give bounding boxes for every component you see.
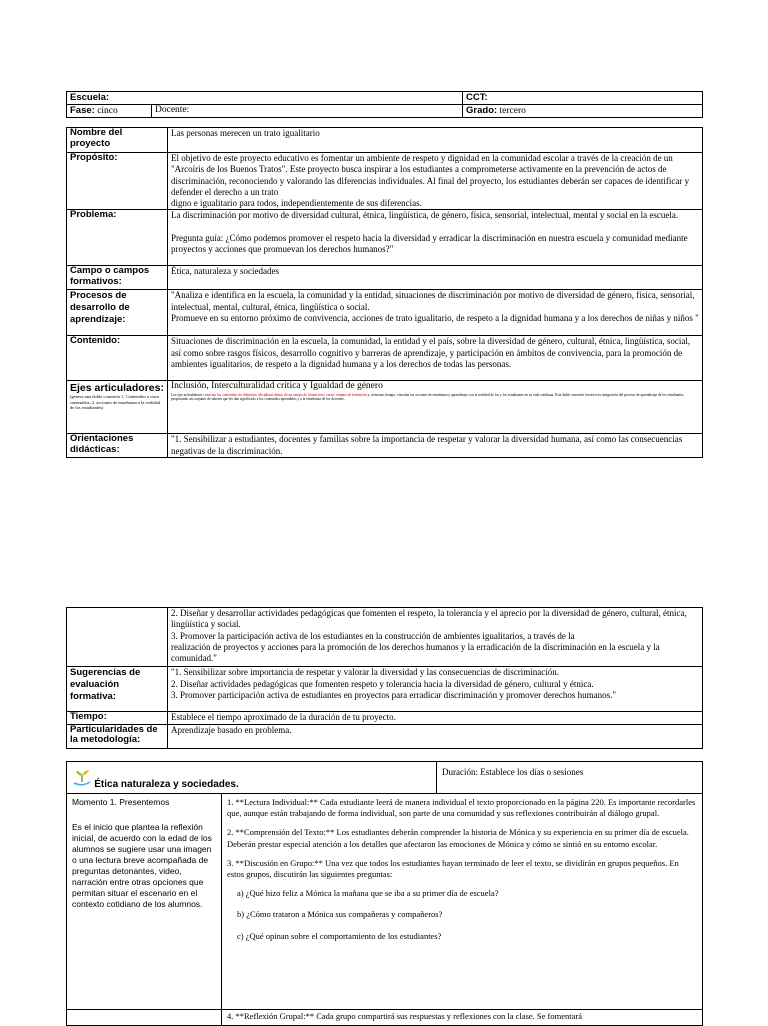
- ejes-note-b: y, al mismo tiempo, vinculan las acciones de enseñanza y aprendizaje con la realidad de los y los estudiantes en su vida cotidiana. Esta doble conexión favorece la integración del proceso de aprendizaje de los estudiantes, propiciando un conjunto de saberes que les dan significado a los contenidos aprendidos y a la enseñanza de los docentes.: [171, 392, 685, 402]
- project-table: [66, 127, 703, 458]
- fase-cell: [67, 105, 152, 118]
- cct-cell: [463, 92, 703, 105]
- sugerencias-label: Sugerencias de evaluación formativa:: [67, 667, 168, 712]
- campo-label: Campo o campos formativos:: [67, 266, 168, 290]
- sug-3: 3. Promover participación activa de estudiantes en proyectos para erradicar discriminación y promover derechos humanos.": [171, 690, 617, 700]
- tiempo-value: Establece el tiempo aproximado de la duración de tu proyecto.: [168, 712, 703, 725]
- activity-4-cell: [222, 1010, 703, 1026]
- procesos-label: Procesos de desarrollo de aprendizaje:: [67, 290, 168, 336]
- docente-label: Docente:: [155, 105, 190, 115]
- sprout-logo-icon: [72, 767, 92, 791]
- procesos-cell: [168, 290, 703, 336]
- momento-activities-cell: [222, 794, 703, 1010]
- fase-label: Fase:: [70, 105, 95, 116]
- sug-1: "1. Sensibilizar sobre importancia de respetar y valorar la diversidad y las consecuencias de discriminación.: [171, 667, 560, 677]
- orientaciones-cont-cell: [168, 608, 703, 667]
- orientaciones-value: "1. Sensibilizar a estudiantes, docentes y familias sobre la importancia de respetar y valorar la diversidad humana, así como las consecuencias negativas de la discriminación.: [168, 434, 703, 458]
- orient-2: 2. Diseñar y desarrollar actividades pedagógicas que fomenten el respeto, la tolerancia y el aprecio por la diversidad de género, cultural, étnica, lingüística y social.: [171, 608, 687, 630]
- proposito-value-2: digno e igualitario para todos, independientemente de sus diferencias.: [171, 198, 422, 209]
- particularidades-label: Particularidades de la metodología:: [67, 724, 168, 748]
- escuela-cell: [67, 92, 463, 105]
- proposito-cell: [168, 153, 703, 210]
- momento-desc: Es el inicio que plantea la reflexión inicial, de acuerdo con la edad de los alumnos se sugiere usar una imagen o una lectura breve acompañada de preguntas detonantes, video, narración entre otras opciones que permitan situar el escenario en el contexto cotidiano de los alumnos.: [72, 822, 212, 909]
- school-header-table: [66, 91, 703, 118]
- ejes-label-cell: [67, 381, 168, 434]
- momento-title: Momento 1. Presentemos: [72, 797, 170, 807]
- grado-cell: [463, 105, 703, 118]
- contenido-value: Situaciones de discriminación en la escuela, la comunidad, la entidad y el país, sobre la diversidad de género, cultural, étnica, lingüística, social, así como sobre rasgos físicos, desarrollo cognitivo y barreras de aprendizaje, y participación en ámbitos de convivencia, para la promoción de ambientes igualitarios, de respeto a la dignidad humana y a los derechos de todas las personas.: [168, 336, 703, 381]
- moment-title-cell: [67, 762, 437, 794]
- momento-desc-cell: [67, 794, 222, 1010]
- ejes-note-red: conectan los contenidos de diferentes disciplinas dentro de un campo de formación o varios campos de formación: [203, 392, 367, 397]
- duracion-cell: [437, 762, 703, 794]
- moment-title: Ética naturaleza y sociedades.: [94, 778, 239, 790]
- ejes-note: [171, 393, 699, 402]
- orient-3: 3. Promover la participación activa de los estudiantes en la construcción de ambientes igualitarios, a través de la: [171, 630, 575, 641]
- orient-3b: realización de proyectos y acciones para la promoción de los derechos humanos y la erradicación de la discriminación en la escuela y la comunidad.": [171, 641, 660, 664]
- nombre-value: Las personas merecen un trato igualitario: [168, 128, 703, 153]
- question-a: a) ¿Qué hizo feliz a Mónica la mañana que se iba a su primer día de escuela?: [237, 888, 499, 899]
- ejes-cell: [168, 381, 703, 434]
- continuation-empty-cell: [67, 608, 168, 667]
- activity-3: 3. **Discusión en Grupo:** Una vez que todos los estudiantes hayan terminado de leer el texto, se dividirán en grupos pequeños. En estos grupos, discutirán las siguientes preguntas:: [227, 857, 679, 880]
- question-b: b) ¿Cómo trataron a Mónica sus compañeras y compañeros?: [237, 909, 443, 920]
- ejes-note-a: Los ejes articuladores: [171, 392, 203, 397]
- moment-table: [66, 761, 703, 1026]
- procesos-value-2: Promueve en su entorno próximo de convivencia, acciones de trato igualitario, de respeto a la dignidad humana y a los derechos de niñas y niños ": [171, 313, 699, 324]
- proposito-value: El objetivo de este proyecto educativo es fomentar un ambiente de respeto y dignidad en la comunidad escolar a través de la creación de un "Arcoíris de los Buenos Tratos". Este proyecto busca inspirar a los estudiantes a comprometerse activamente en la prevención de actos de discriminación, reconociendo y valorando las diferencias individuales. Al final del proyecto, los estudiantes deberán ser capaces de identificar y defender el derecho a un trato: [171, 153, 690, 197]
- procesos-value: "Analiza e identifica en la escuela, la comunidad y la entidad, situaciones de discriminación por motivo de diversidad de género, física, sensorial, intelectual, mental, cultural, étnica, lingüística o social.: [171, 290, 695, 312]
- escuela-label: Escuela:: [70, 92, 110, 103]
- activity-1: 1. **Lectura Individual:** Cada estudiante leerá de manera individual el texto proporcionado en la página 220. Es importante recordarles que, aunque están trabajando de forma individual, son parte de una comunidad y sus reflexiones contribuirán al diálogo grupal.: [227, 797, 696, 819]
- cct-label: CCT:: [466, 92, 488, 103]
- question-c: c) ¿Qué opinan sobre el comportamiento de los estudiantes?: [237, 930, 442, 941]
- proposito-label: Propósito:: [67, 153, 168, 210]
- campo-value: Ética, naturaleza y sociedades: [168, 266, 703, 290]
- grado-value: tercero: [499, 106, 526, 116]
- problema-value: La discriminación por motivo de diversidad cultural, étnica, lingüística, de género, física, sensorial, intelectual, mental y social en la escuela.: [171, 210, 679, 221]
- ejes-label-note: (genera una doble conexión 1. Contenidos a otros contenidos; 2. acciones de enseñanza a la realidad de los estudiantes): [70, 394, 160, 411]
- tiempo-label: Tiempo:: [67, 712, 168, 725]
- activity-4: 4. **Reflexión Grupal:** Cada grupo compartirá sus respuestas y reflexiones con la clase. Se fomentará: [227, 1011, 582, 1021]
- ejes-label: Ejes articuladores:: [70, 382, 164, 395]
- docente-cell: [152, 105, 463, 118]
- activity-2: 2. **Comprensión del Texto:** Los estudiantes deberán comprender la historia de Mónica y su experiencia en su primer día de escuela. Deberán prestar especial atención a los detalles que afectaron las emociones de Mónica y cómo se sintió en su entorno escolar.: [227, 827, 689, 849]
- duracion-value: Duración: Establece los días o sesiones: [442, 767, 584, 777]
- moment-empty-cell: [67, 1010, 222, 1026]
- ejes-value: Inclusión, Interculturalidad crítica y Igualdad de género: [171, 381, 383, 392]
- sugerencias-cell: [168, 667, 703, 712]
- problema-cell: [168, 210, 703, 266]
- nombre-label: Nombre del proyecto: [67, 128, 168, 153]
- problema-value-2: Pregunta guía: ¿Cómo podemos promover el respeto hacia la diversidad y erradicar la discriminación en nuestra escuela y comunidad mediante proyectos y acciones que promuevan los derechos humanos?": [171, 232, 688, 255]
- continuation-table: [66, 607, 703, 749]
- contenido-label: Contenido:: [67, 336, 168, 381]
- fase-value: cinco: [97, 106, 118, 116]
- orientaciones-label: Orientaciones didácticas:: [67, 434, 168, 458]
- sug-2: 2. Diseñar actividades pedagógicas que fomenten respeto y tolerancia hacia la diversidad de género, cultural y étnica.: [171, 678, 594, 689]
- particularidades-value: Aprendizaje basado en problema.: [168, 724, 703, 748]
- grado-label: Grado:: [466, 105, 498, 116]
- problema-label: Problema:: [67, 210, 168, 266]
